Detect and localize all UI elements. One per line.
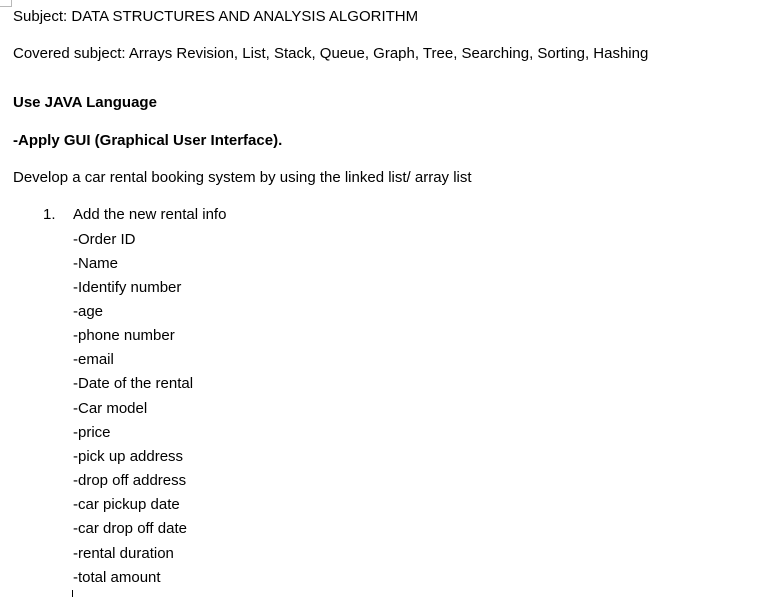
field-date-of-rental: -Date of the rental [73,375,194,392]
field-email: -email [73,351,114,368]
field-car-pickup-date: -car pickup date [73,496,180,513]
subject-line: Subject: DATA STRUCTURES AND ANALYSIS ALGORITHM [13,8,419,25]
field-name: -Name [73,255,119,272]
text-cursor [72,590,73,597]
covered-subject-line: Covered subject: Arrays Revision, List, Stack, Queue, Graph, Tree, Searching, Sorting, Hashing [13,45,649,62]
field-price: -price [73,424,111,441]
field-total-amount: -total amount [73,569,161,586]
field-pickup-address: -pick up address [73,448,184,465]
field-rental-duration: -rental duration [73,545,174,562]
gui-line: -Apply GUI (Graphical User Interface). [13,132,283,149]
page-corner-marker [0,0,12,7]
list-number: 1. [43,206,56,223]
field-identify-number: -Identify number [73,279,182,296]
field-age: -age [73,303,104,320]
field-car-dropoff-date: -car drop off date [73,520,187,537]
develop-line: Develop a car rental booking system by using the linked list/ array list [13,169,472,186]
field-phone-number: -phone number [73,327,175,344]
list-heading: Add the new rental info [73,206,227,223]
field-dropoff-address: -drop off address [73,472,187,489]
field-order-id: -Order ID [73,231,136,248]
language-line: Use JAVA Language [13,94,157,111]
field-car-model: -Car model [73,400,148,417]
